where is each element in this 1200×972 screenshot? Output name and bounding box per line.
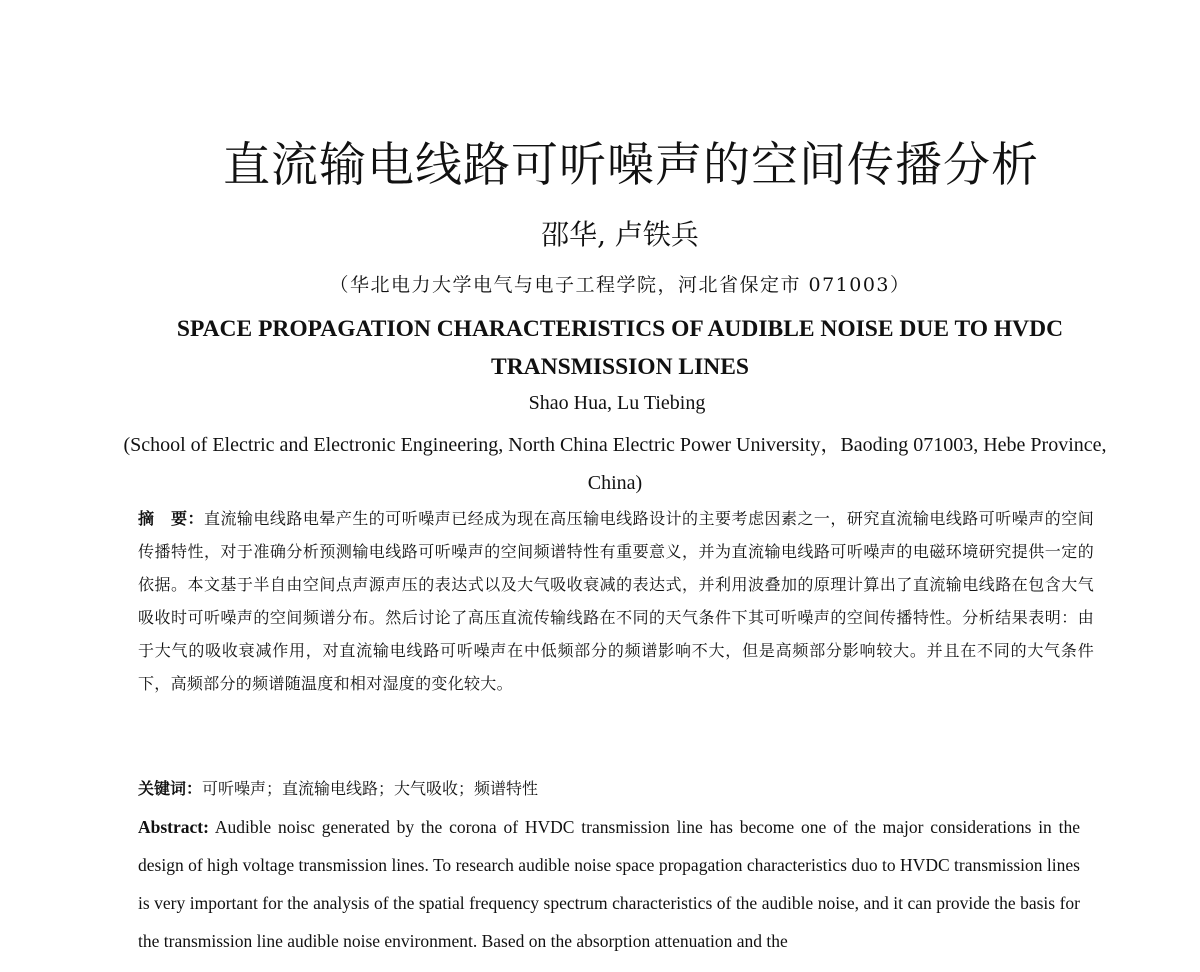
chinese-keywords-label: 关键词： [138,779,203,798]
chinese-abstract-label: 摘 要： [138,509,204,528]
chinese-keywords-text: 可听噪声；直流输电线路；大气吸收；频谱特性 [202,779,539,798]
english-affiliation: (School of Electric and Electronic Engineering, North China Electric Power University，Baoding 071003, Hebe Province, China) [123,434,1107,494]
chinese-title: 直流输电线路可听噪声的空间传播分析 [223,138,1039,193]
english-title: SPACE PROPAGATION CHARACTERISTICS OF AUDIBLE NOISE DUE TO HVDC TRANSMISSION LINES [176,316,1064,380]
chinese-authors: 邵华, 卢铁兵 [541,218,699,251]
english-authors: Shao Hua, Lu Tiebing [528,392,706,414]
english-abstract-text: Audible noisc generated by the corona of HVDC transmission line has become one of the major considerations in the design of high voltage transmission lines. To research audible noise space propagation characteristics duo to HVDC transmission lines is very important for the analysis of the spatial frequency spectrum characteristics of the audible noise, and it can provide the basis for the transmission line audible noise environment. Based on the absorption attenuation and the [138,817,1080,951]
chinese-keywords [138,772,1094,805]
chinese-abstract-text: 直流输电线路电晕产生的可听噪声已经成为现在高压输电线路设计的主要考虑因素之一，研究直流输电线路可听噪声的空间传播特性，对于准确分析预测输电线路可听噪声的空间频谱特性有重要意义，并为直流输电线路可听噪声的电磁环境研究提供一定的依据。本文基于半自由空间点声源声压的表达式以及大气吸收衰减的表达式，并利用波叠加的原理计算出了直流输电线路在包含大气吸收时可听噪声的空间频谱分布。然后讨论了高压直流传输线路在不同的天气条件下其可听噪声的空间传播特性。分析结果表明：由于大气的吸收衰减作用，对直流输电线路可听噪声在中低频部分的频谱影响不大，但是高频部分影响较大。并且在不同的大气条件下，高频部分的频谱随温度和相对湿度的变化较大。 [138,509,1095,693]
chinese-affiliation: （华北电力大学电气与电子工程学院，河北省保定市 071003） [329,274,911,296]
chinese-abstract [138,502,1094,700]
english-abstract [138,808,1080,960]
english-abstract-label: Abstract: [138,817,209,837]
